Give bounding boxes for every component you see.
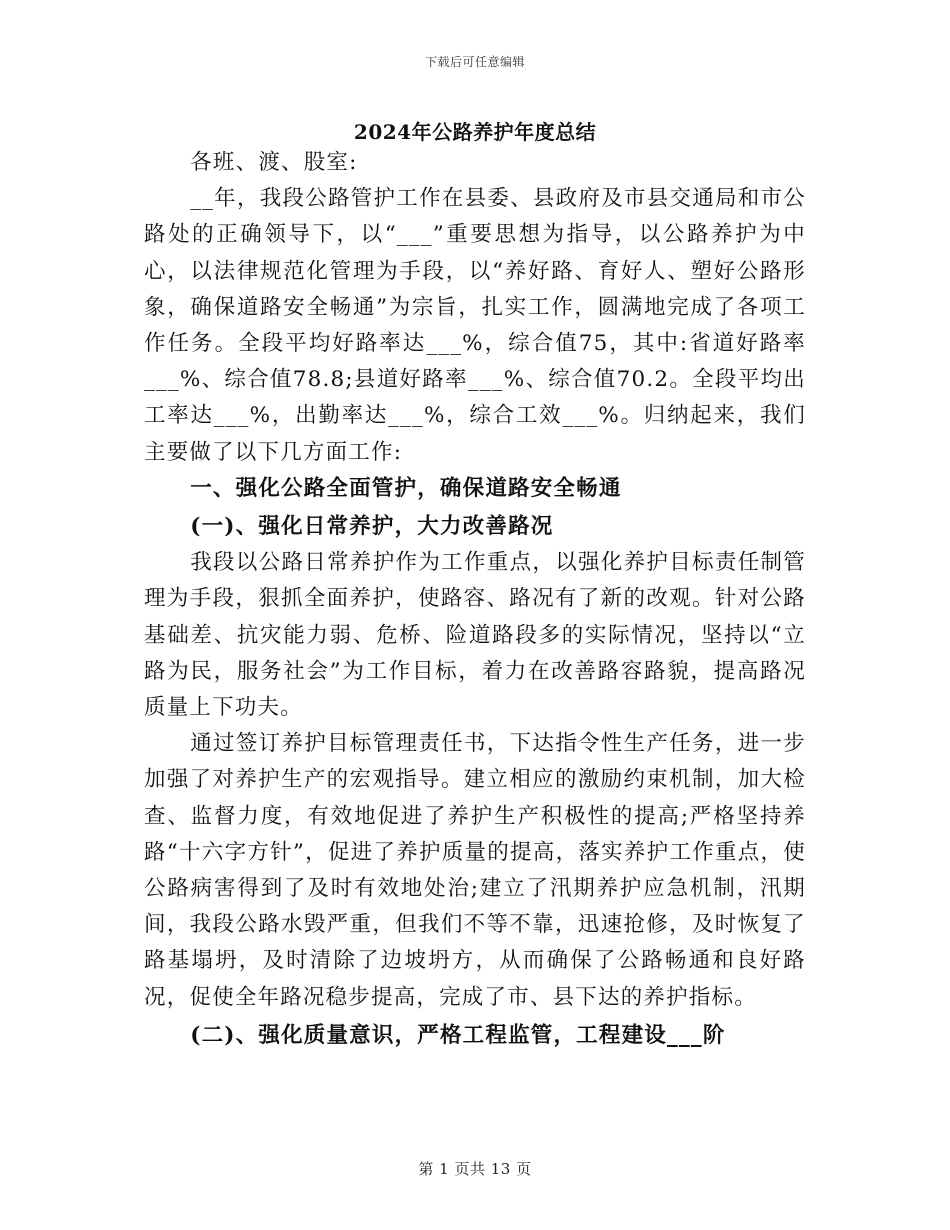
section-1-heading: 一、强化公路全面管护，确保道路安全畅通 xyxy=(190,475,622,501)
subsection-1-paragraph-1: 我段以公路日常养护作为工作重点，以强化养护目标责任制管理为手段，狠抓全面养护，使路容、路况有了新的改观。针对公路基础差、抗灾能力弱、危桥、险道路段多的实际情况，坚持以“立路为民，服务社会”为工作目标，着力在改善路容路貌，提高路况质量上下功夫。 xyxy=(144,550,806,721)
salutation: 各班、渡、股室: xyxy=(190,150,358,175)
subsection-1-heading: (一)、强化日常养护，大力改善路况 xyxy=(190,514,554,540)
subsection-1-paragraph-2: 通过签订养护目标管理责任书，下达指令性生产任务，进一步加强了对养护生产的宏观指导。建立相应的激励约束机制，加大检查、监督力度，有效地促进了养护生产积极性的提高;严格坚持养路“十六字方针”，促进了养护质量的提高，落实养护工作重点，使公路病害得到了及时有效地处治;建立了汛期养护应急机制，汛期间，我段公路水毁严重，但我们不等不靠，迅速抢修，及时恢复了路基塌坍，及时清除了边坡坍方，从而确保了公路畅通和良好路况，促使全年路况稳步提高，完成了市、县下达的养护指标。 xyxy=(144,731,806,1010)
download-note: 下载后可任意编辑 xyxy=(424,55,525,69)
page-number: 第 1 页共 13 页 xyxy=(418,1160,532,1178)
document-title: 2024年公路养护年度总结 xyxy=(353,120,597,144)
document-body xyxy=(144,145,806,1054)
subsection-2-heading: (二)、强化质量意识，严格工程监管，工程建设___阶 xyxy=(190,1022,726,1048)
intro-paragraph: __年，我段公路管护工作在县委、县政府及市县交通局和市公路处的正确领导下，以“___”重要思想为指导，以公路养护为中心，以法律规范化管理为手段，以“养好路、育好人、塑好公路形象，确保道路安全畅通”为宗旨，扎实工作，圆满地完成了各项工作任务。全段平均好路率达___%，综合值75，其中:省道好路率___%、综合值78.8;县道好路率___%、综合值70.2。全段平均出工率达___%，出勤率达___%，综合工效___%。归纳起来，我们主要做了以下几方面工作: xyxy=(144,186,806,465)
